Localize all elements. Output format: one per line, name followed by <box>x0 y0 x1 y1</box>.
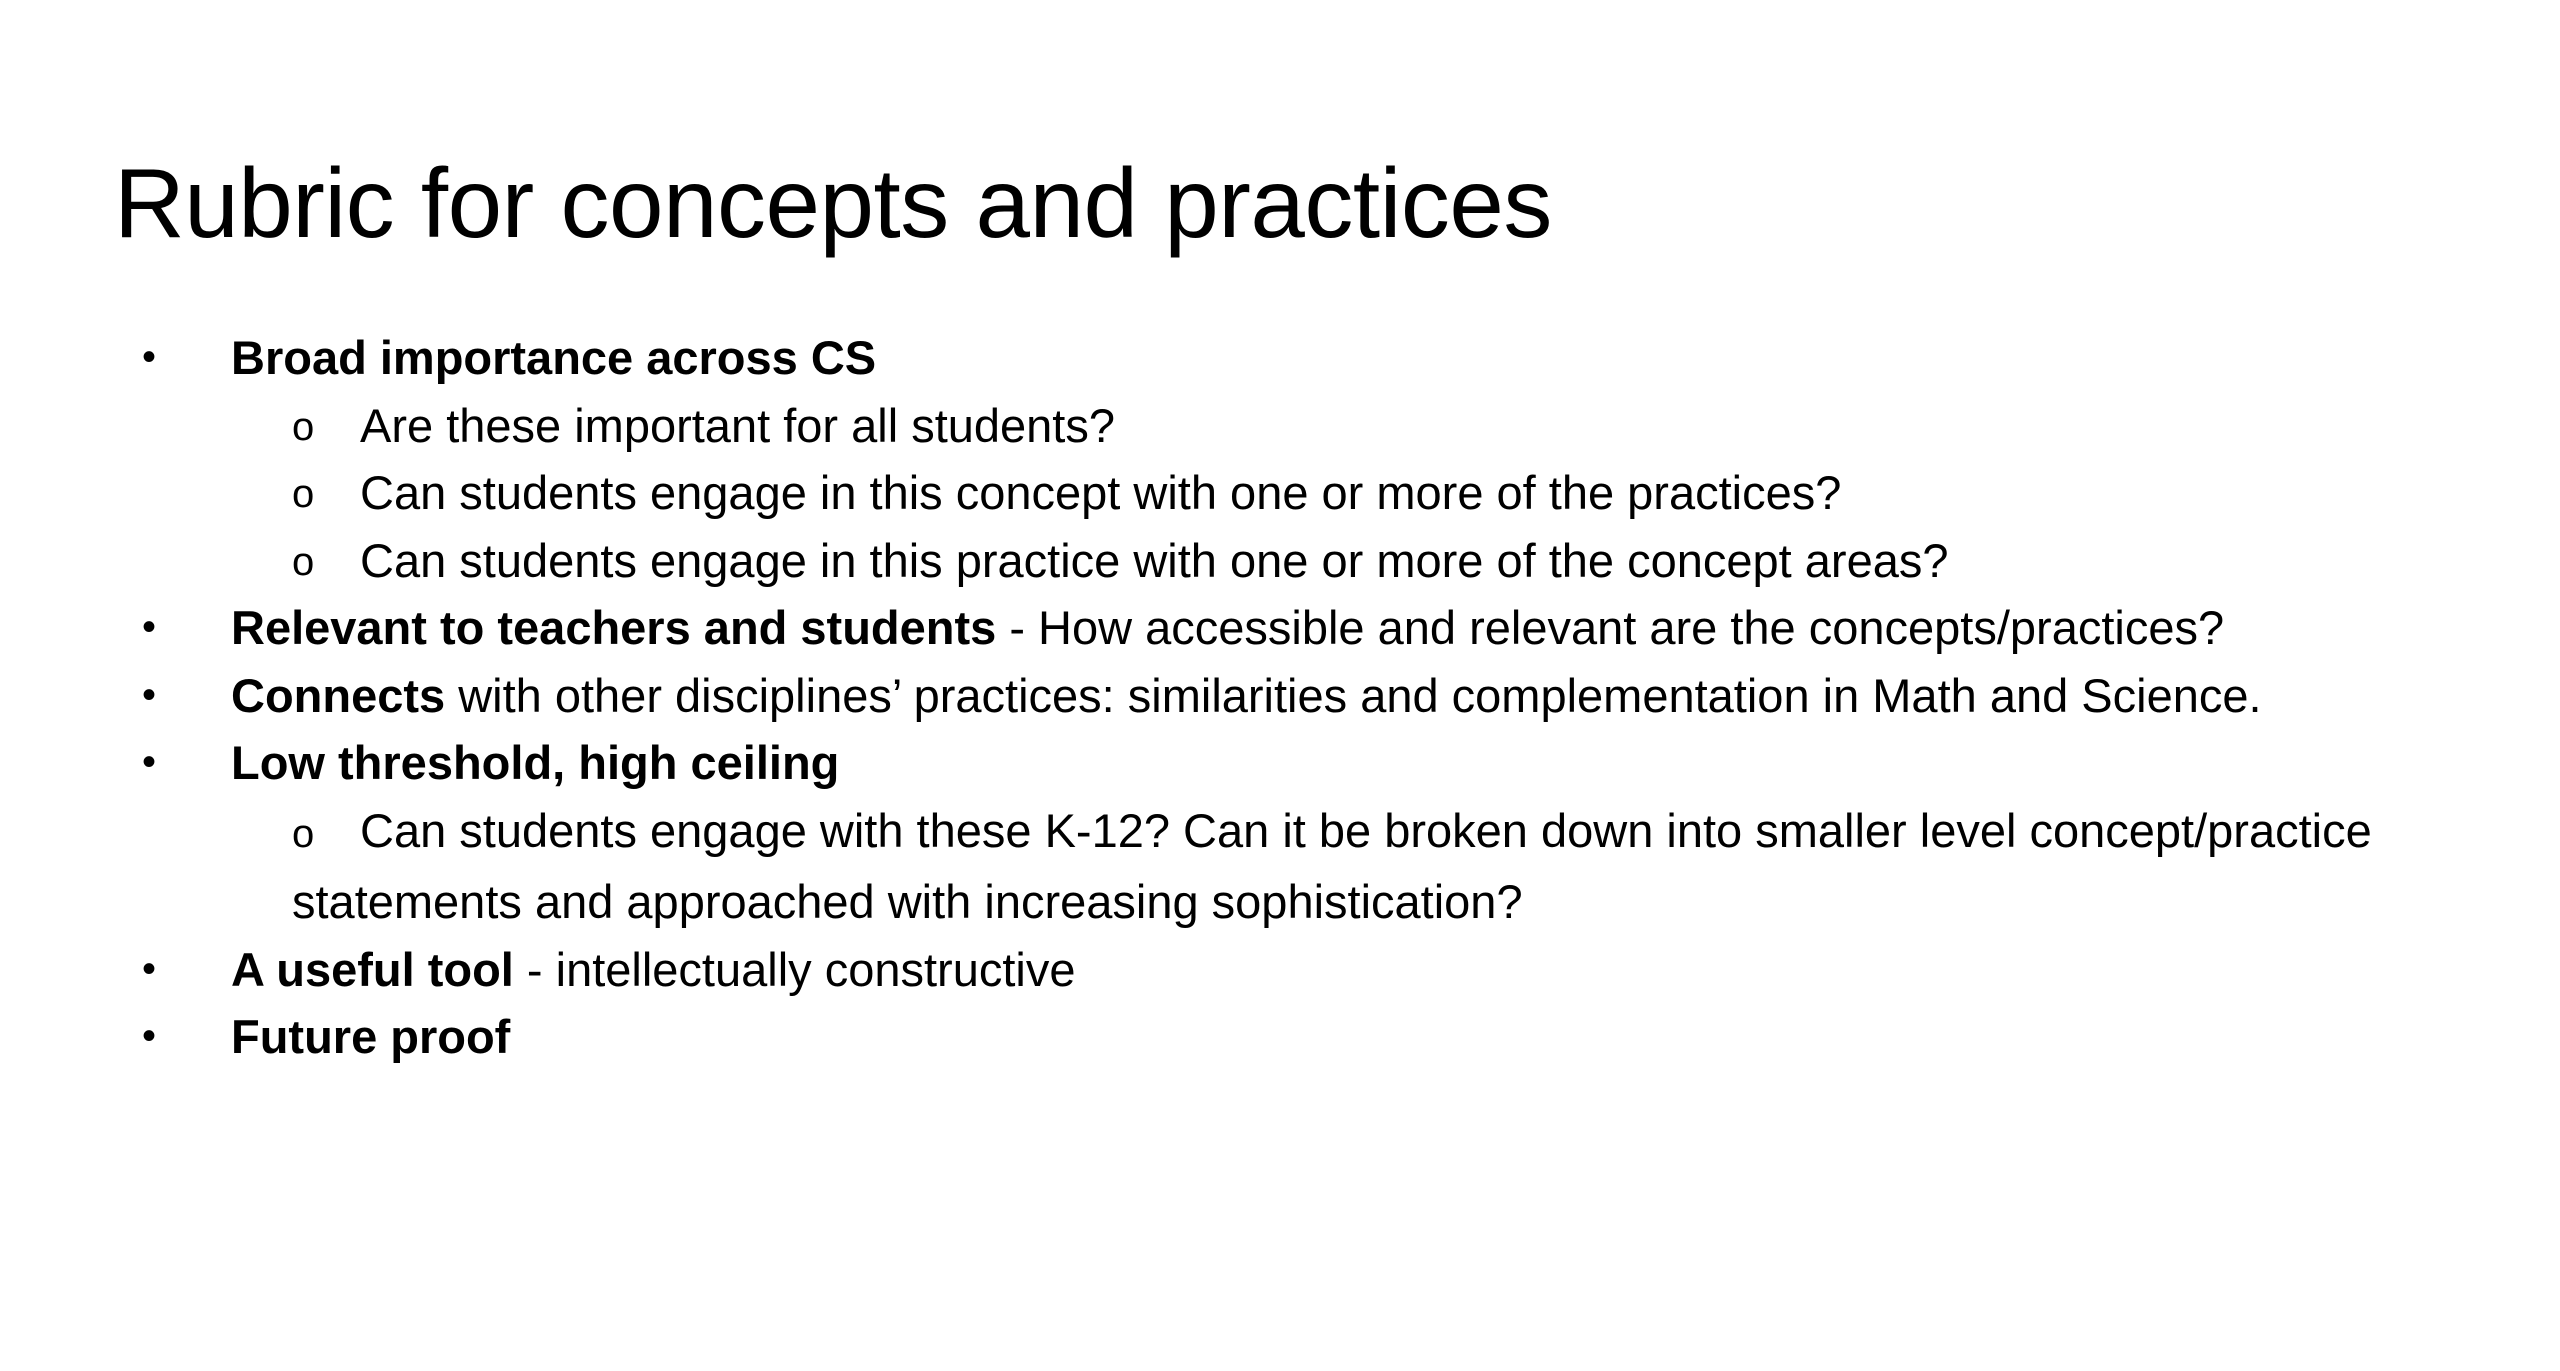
sub-bullet-item <box>0 459 2560 527</box>
bullet-item-broad-importance <box>0 324 2560 392</box>
bullet-rest-text: - intellectually constructive <box>513 942 1076 996</box>
bullet-icon: • <box>142 605 157 649</box>
sub-bullet-item <box>0 797 2560 936</box>
slide-title: Rubric for concepts and practices <box>114 148 1552 258</box>
bullet-rest-text: - How accessible and relevant are the concepts/practices? <box>996 601 2225 654</box>
bullet-item-low-threshold <box>0 729 2560 797</box>
bullet-text <box>231 1003 510 1071</box>
bullet-bold-text: A useful tool <box>231 942 514 996</box>
bullet-icon: • <box>142 672 157 717</box>
bullet-icon: • <box>142 946 157 991</box>
sub-bullet-icon: o <box>292 539 315 584</box>
sub-bullet-text: Can students engage in this practice with one or more of the concept areas? <box>360 533 1949 587</box>
bullet-bold-text: Low threshold, high ceiling <box>231 736 840 789</box>
sub-bullet-text: Can students engage with these K-12? Can it be broken down into smaller level concept/practice statements and approached with increasing sophistication? <box>292 803 2372 928</box>
bullet-icon: • <box>142 1014 157 1058</box>
bullet-text <box>231 729 839 797</box>
bullet-bold-text: Broad importance across CS <box>231 331 877 384</box>
bullet-bold-text: Connects <box>231 668 446 722</box>
sub-bullet-item <box>0 392 2560 460</box>
bullet-list <box>0 324 2560 1071</box>
sub-bullet-item <box>0 527 2560 595</box>
bullet-rest-text: with other disciplines’ practices: similarities and complementation in Math and Science. <box>445 668 2262 722</box>
bullet-item-connects <box>0 662 2560 730</box>
bullet-item-useful-tool <box>0 936 2560 1004</box>
sub-bullet-text: Can students engage in this concept with one or more of the practices? <box>360 466 1842 519</box>
sub-bullet-text: Are these important for all students? <box>360 398 1116 452</box>
bullet-item-relevant <box>0 594 2560 662</box>
bullet-text <box>231 324 876 392</box>
bullet-text <box>231 594 2224 662</box>
bullet-text <box>231 662 2262 730</box>
bullet-bold-text: Relevant to teachers and students <box>231 601 997 654</box>
bullet-text <box>231 936 1075 1004</box>
bullet-item-future-proof <box>0 1003 2560 1071</box>
sub-bullet-icon: o <box>292 811 315 856</box>
bullet-bold-text: Future proof <box>231 1010 511 1063</box>
sub-bullet-icon: o <box>292 404 315 449</box>
sub-bullet-icon: o <box>292 472 315 516</box>
bullet-icon: • <box>142 740 157 784</box>
bullet-icon: • <box>142 335 157 379</box>
